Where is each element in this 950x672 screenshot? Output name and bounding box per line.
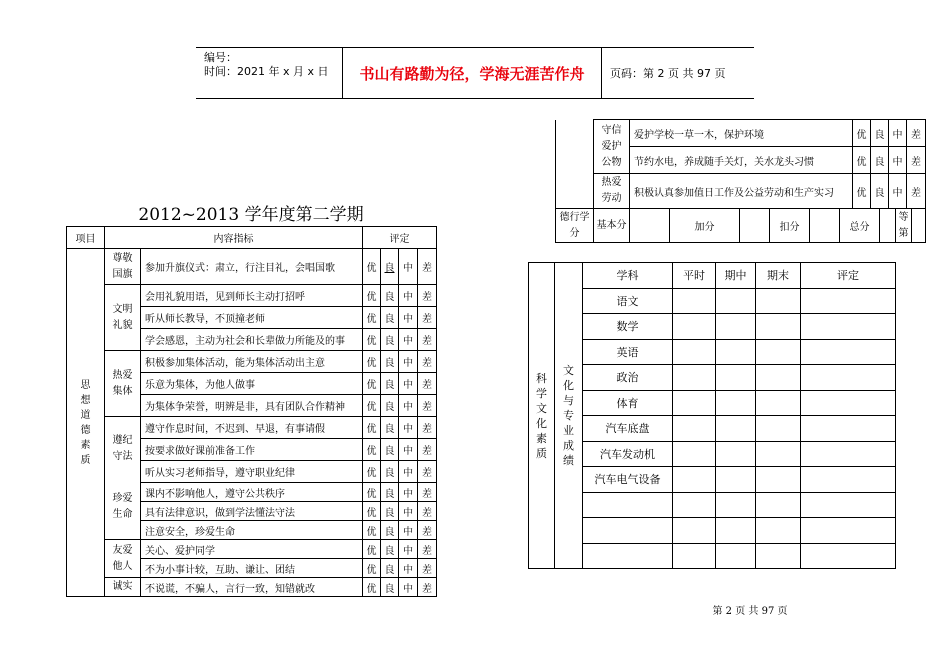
grade-excellent: 优	[363, 521, 381, 540]
score-cell	[756, 339, 801, 365]
academic-quality-table	[528, 262, 896, 569]
header-usual: 平时	[673, 263, 716, 289]
criteria-text: 关心、爱护同学	[141, 540, 363, 559]
criteria-text: 不为小事计较，互助、谦让、团结	[141, 559, 363, 578]
score-cell	[673, 543, 716, 569]
bonus-value	[740, 209, 770, 243]
group-label-law-life	[105, 417, 141, 540]
subject-name: 政治	[583, 365, 673, 391]
grade-poor: 差	[418, 483, 437, 502]
score-cell	[673, 314, 716, 340]
grade-good: 良	[381, 559, 399, 578]
score-row-table	[555, 208, 926, 243]
section-cell-empty	[556, 120, 594, 209]
criteria-text: 听从师长教导，不顶撞老师	[141, 307, 363, 329]
subject-name: 汽车底盘	[583, 416, 673, 442]
grade-good: 良	[381, 461, 399, 483]
grade-poor: 差	[907, 147, 926, 174]
criteria-text: 乐意为集体，为他人做事	[141, 373, 363, 395]
group-label: 珍爱生命	[112, 493, 133, 520]
level-label: 等第	[896, 209, 912, 243]
score-cell	[673, 339, 716, 365]
score-cell	[673, 416, 716, 442]
grade-fair: 中	[399, 578, 418, 597]
score-cell	[756, 314, 801, 340]
score-cell	[716, 492, 756, 518]
grade-excellent: 优	[853, 147, 871, 174]
grade-poor: 差	[418, 502, 437, 521]
criteria-text: 听从实习老师指导，遵守职业纪律	[141, 461, 363, 483]
grade-poor: 差	[418, 249, 437, 285]
credit-label: 德行学分	[556, 209, 594, 243]
grade-excellent: 优	[853, 120, 871, 147]
score-cell	[801, 365, 896, 391]
section-academic	[529, 263, 555, 569]
score-cell	[673, 390, 716, 416]
grade-poor: 差	[418, 373, 437, 395]
header-meta	[196, 48, 342, 98]
number-label: 编号：	[204, 51, 237, 64]
grade-good: 良	[871, 147, 889, 174]
score-cell	[756, 441, 801, 467]
subject-name: 汽车电气设备	[583, 467, 673, 493]
grade-excellent: 优	[363, 285, 381, 307]
header-eval: 评定	[363, 227, 437, 249]
grade-excellent: 优	[363, 461, 381, 483]
total-label: 总分	[840, 209, 880, 243]
score-cell	[756, 365, 801, 391]
grade-good: 良	[381, 578, 399, 597]
header-motto: 书山有路勤为径，学海无涯苦作舟	[342, 48, 602, 98]
grade-fair: 中	[399, 417, 418, 439]
header-final: 期末	[756, 263, 801, 289]
grade-excellent: 优	[363, 417, 381, 439]
grade-good: 良	[871, 120, 889, 147]
grade-excellent: 优	[363, 483, 381, 502]
grade-poor: 差	[418, 351, 437, 373]
score-cell	[801, 441, 896, 467]
section-academic-label: 科学文化素质	[536, 371, 547, 460]
grade-excellent: 优	[363, 578, 381, 597]
grade-excellent: 优	[853, 174, 871, 209]
score-cell	[756, 518, 801, 544]
header-page-info: 页码：第 2 页 共 97 页	[610, 67, 726, 80]
group-label: 友爱他人	[105, 540, 141, 578]
grade-poor: 差	[907, 120, 926, 147]
criteria-text: 学会感恩，主动为社会和长辈做力所能及的事	[141, 329, 363, 351]
grade-good: 良	[381, 373, 399, 395]
criteria-text: 课内不影响他人，遵守公共秩序	[141, 483, 363, 502]
page-header	[196, 47, 754, 99]
criteria-text: 积极认真参加值日工作及公益劳动和生产实习	[630, 174, 853, 209]
score-cell	[756, 467, 801, 493]
grade-excellent: 优	[363, 329, 381, 351]
deduct-value	[810, 209, 840, 243]
deduct-label: 扣分	[770, 209, 810, 243]
grade-fair: 中	[889, 120, 907, 147]
grade-good: 良	[381, 395, 399, 417]
subject-name: 英语	[583, 339, 673, 365]
grade-poor: 差	[418, 307, 437, 329]
criteria-text: 节约水电，养成随手关灯，关水龙头习惯	[630, 147, 853, 174]
criteria-text: 会用礼貌用语，见到师长主动打招呼	[141, 285, 363, 307]
grade-poor: 差	[418, 395, 437, 417]
score-cell	[716, 288, 756, 314]
subject-name: 数学	[583, 314, 673, 340]
grade-excellent: 优	[363, 373, 381, 395]
score-cell	[673, 365, 716, 391]
score-cell	[756, 288, 801, 314]
group-label: 尊敬国旗	[105, 249, 141, 285]
grade-good: 良	[381, 502, 399, 521]
criteria-text: 具有法律意识，做到学法懂法守法	[141, 502, 363, 521]
group-label: 遵纪守法	[112, 435, 133, 462]
score-cell	[756, 543, 801, 569]
score-cell	[716, 467, 756, 493]
grade-poor: 差	[418, 578, 437, 597]
score-cell	[716, 390, 756, 416]
grade-fair: 中	[399, 395, 418, 417]
grade-excellent: 优	[363, 395, 381, 417]
score-cell	[756, 492, 801, 518]
bonus-label: 加分	[670, 209, 740, 243]
score-cell	[801, 416, 896, 442]
subject-name	[583, 518, 673, 544]
base-score-label: 基本分	[594, 209, 630, 243]
grade-excellent: 优	[363, 249, 381, 285]
subject-name	[583, 543, 673, 569]
header-item: 项目	[67, 227, 105, 249]
header-eval: 评定	[801, 263, 896, 289]
grade-poor: 差	[418, 439, 437, 461]
page-footer: 第 2 页 共 97 页	[712, 606, 788, 617]
criteria-text: 爱护学校一草一木，保护环境	[630, 120, 853, 147]
score-cell	[801, 467, 896, 493]
score-cell	[673, 492, 716, 518]
score-cell	[801, 543, 896, 569]
subject-name: 汽车发动机	[583, 441, 673, 467]
criteria-text: 参加升旗仪式：肃立，行注目礼，会唱国歌	[141, 249, 363, 285]
group-label: 热爱劳动	[594, 174, 630, 209]
grade-good: 良	[381, 483, 399, 502]
score-cell	[673, 467, 716, 493]
score-cell	[801, 492, 896, 518]
score-cell	[756, 416, 801, 442]
grade-excellent: 优	[363, 559, 381, 578]
grade-poor: 差	[907, 174, 926, 209]
grade-fair: 中	[399, 373, 418, 395]
grade-poor: 差	[418, 285, 437, 307]
subject-name: 体育	[583, 390, 673, 416]
grade-excellent: 优	[363, 307, 381, 329]
group-label: 热爱集体	[105, 351, 141, 417]
grade-fair: 中	[889, 147, 907, 174]
grade-good: 良	[381, 285, 399, 307]
grade-poor: 差	[418, 521, 437, 540]
score-cell	[716, 543, 756, 569]
page-title: 2012~2013 学年度第二学期	[138, 205, 364, 225]
subsection-academic-label: 文化与专业成绩	[563, 364, 574, 467]
criteria-text: 积极参加集体活动，能为集体活动出主意	[141, 351, 363, 373]
time-label: 时间：2021 年 x 月 x 日	[204, 65, 329, 78]
criteria-text: 不说谎，不骗人，言行一致，知错就改	[141, 578, 363, 597]
grade-fair: 中	[399, 502, 418, 521]
group-label: 守信爱护公物	[594, 120, 630, 174]
group-label: 诚实	[105, 578, 141, 597]
grade-good: 良	[381, 439, 399, 461]
score-cell	[673, 518, 716, 544]
grade-fair: 中	[399, 439, 418, 461]
base-score-value	[630, 209, 670, 243]
grade-fair: 中	[399, 351, 418, 373]
subsection-academic	[555, 263, 583, 569]
grade-good: 良	[381, 249, 399, 285]
grade-excellent: 优	[363, 540, 381, 559]
grade-fair: 中	[399, 521, 418, 540]
header-content: 内容指标	[105, 227, 363, 249]
grade-fair: 中	[399, 483, 418, 502]
score-cell	[801, 339, 896, 365]
group-label: 文明礼貌	[105, 285, 141, 351]
grade-good: 良	[381, 351, 399, 373]
score-cell	[716, 339, 756, 365]
score-cell	[716, 314, 756, 340]
criteria-text: 遵守作息时间，不迟到、早退，有事请假	[141, 417, 363, 439]
grade-excellent: 优	[363, 502, 381, 521]
score-cell	[716, 518, 756, 544]
header-mid: 期中	[716, 263, 756, 289]
grade-good: 良	[381, 521, 399, 540]
subject-name: 语文	[583, 288, 673, 314]
score-cell	[801, 314, 896, 340]
criteria-text: 按要求做好课前准备工作	[141, 439, 363, 461]
grade-excellent: 优	[363, 439, 381, 461]
total-value	[880, 209, 896, 243]
grade-fair: 中	[399, 307, 418, 329]
score-cell	[756, 390, 801, 416]
score-cell	[716, 365, 756, 391]
grade-fair: 中	[399, 540, 418, 559]
header-subject: 学科	[583, 263, 673, 289]
moral-quality-table	[66, 226, 437, 597]
grade-good: 良	[381, 540, 399, 559]
grade-poor: 差	[418, 329, 437, 351]
criteria-text: 为集体争荣誉，明辨是非，具有团队合作精神	[141, 395, 363, 417]
grade-good: 良	[381, 417, 399, 439]
score-cell	[801, 518, 896, 544]
score-cell	[801, 390, 896, 416]
grade-fair: 中	[399, 559, 418, 578]
grade-poor: 差	[418, 417, 437, 439]
subject-name	[583, 492, 673, 518]
level-value	[912, 209, 926, 243]
score-cell	[801, 288, 896, 314]
grade-good: 良	[871, 174, 889, 209]
grade-poor: 差	[418, 461, 437, 483]
grade-good: 良	[381, 307, 399, 329]
section-moral-label: 思想道德素质	[80, 379, 91, 466]
score-cell	[716, 441, 756, 467]
grade-poor: 差	[418, 540, 437, 559]
grade-good: 良	[381, 329, 399, 351]
grade-poor: 差	[418, 559, 437, 578]
grade-fair: 中	[399, 461, 418, 483]
score-cell	[673, 288, 716, 314]
grade-fair: 中	[399, 329, 418, 351]
score-cell	[716, 416, 756, 442]
grade-fair: 中	[399, 285, 418, 307]
score-cell	[673, 441, 716, 467]
grade-fair: 中	[889, 174, 907, 209]
grade-excellent: 优	[363, 351, 381, 373]
moral-quality-table-continued	[555, 119, 926, 209]
criteria-text: 注意安全，珍爱生命	[141, 521, 363, 540]
section-moral	[67, 249, 105, 597]
grade-fair: 中	[399, 249, 418, 285]
